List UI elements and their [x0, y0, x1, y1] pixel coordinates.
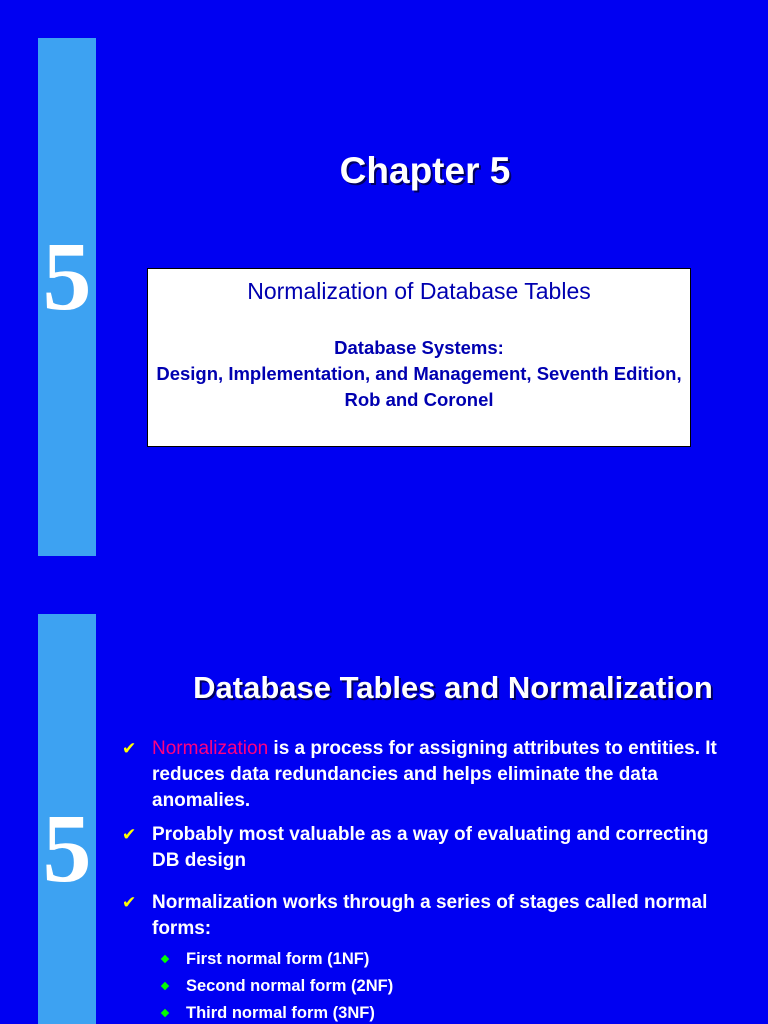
sub-bullet-item [152, 1000, 740, 1024]
sub-bullet-list [152, 946, 740, 1024]
book-info-line-1: Database Systems: [334, 337, 504, 358]
bullet-item [120, 822, 740, 874]
sub-bullet-item [152, 946, 740, 973]
bullet-item [120, 890, 740, 1024]
bullet-text: Probably most valuable as a way of evaluating and correcting DB design [152, 824, 709, 871]
checkmark-icon: ✔ [122, 825, 137, 845]
diamond-bullet-icon [161, 1009, 169, 1017]
bullet-text: is a process for assigning attributes to entities. It reduces data redundancies and helps eliminate the data anomalies. [152, 738, 717, 811]
slide-normalization [0, 578, 768, 1024]
chapter-title: Chapter 5 [339, 150, 511, 191]
sub-bullet-text: Third normal form (3NF) [186, 1004, 375, 1022]
sub-bullet-text: Second normal form (2NF) [186, 977, 394, 995]
checkmark-icon: ✔ [122, 739, 137, 759]
book-info-line-2: Design, Implementation, and Management, Seventh Edition, Rob and Coronel [156, 363, 682, 410]
chapter-subtitle: Normalization of Database Tables [247, 278, 591, 304]
chapter-number: 5 [42, 223, 92, 331]
highlighted-term: Normalization [152, 738, 269, 759]
diamond-bullet-icon [161, 982, 169, 990]
slide-heading: Database Tables and Normalization [193, 670, 713, 705]
diamond-bullet-icon [161, 955, 169, 963]
sub-bullet-item [152, 973, 740, 1000]
bullet-text: Normalization works through a series of stages called normal forms: [152, 892, 708, 939]
chapter-number: 5 [42, 795, 92, 903]
checkmark-icon: ✔ [122, 893, 137, 913]
book-info [148, 335, 690, 413]
bullet-list [120, 736, 740, 1024]
bullet-item [120, 736, 740, 814]
sub-bullet-text: First normal form (1NF) [186, 950, 370, 968]
title-box [147, 268, 691, 447]
